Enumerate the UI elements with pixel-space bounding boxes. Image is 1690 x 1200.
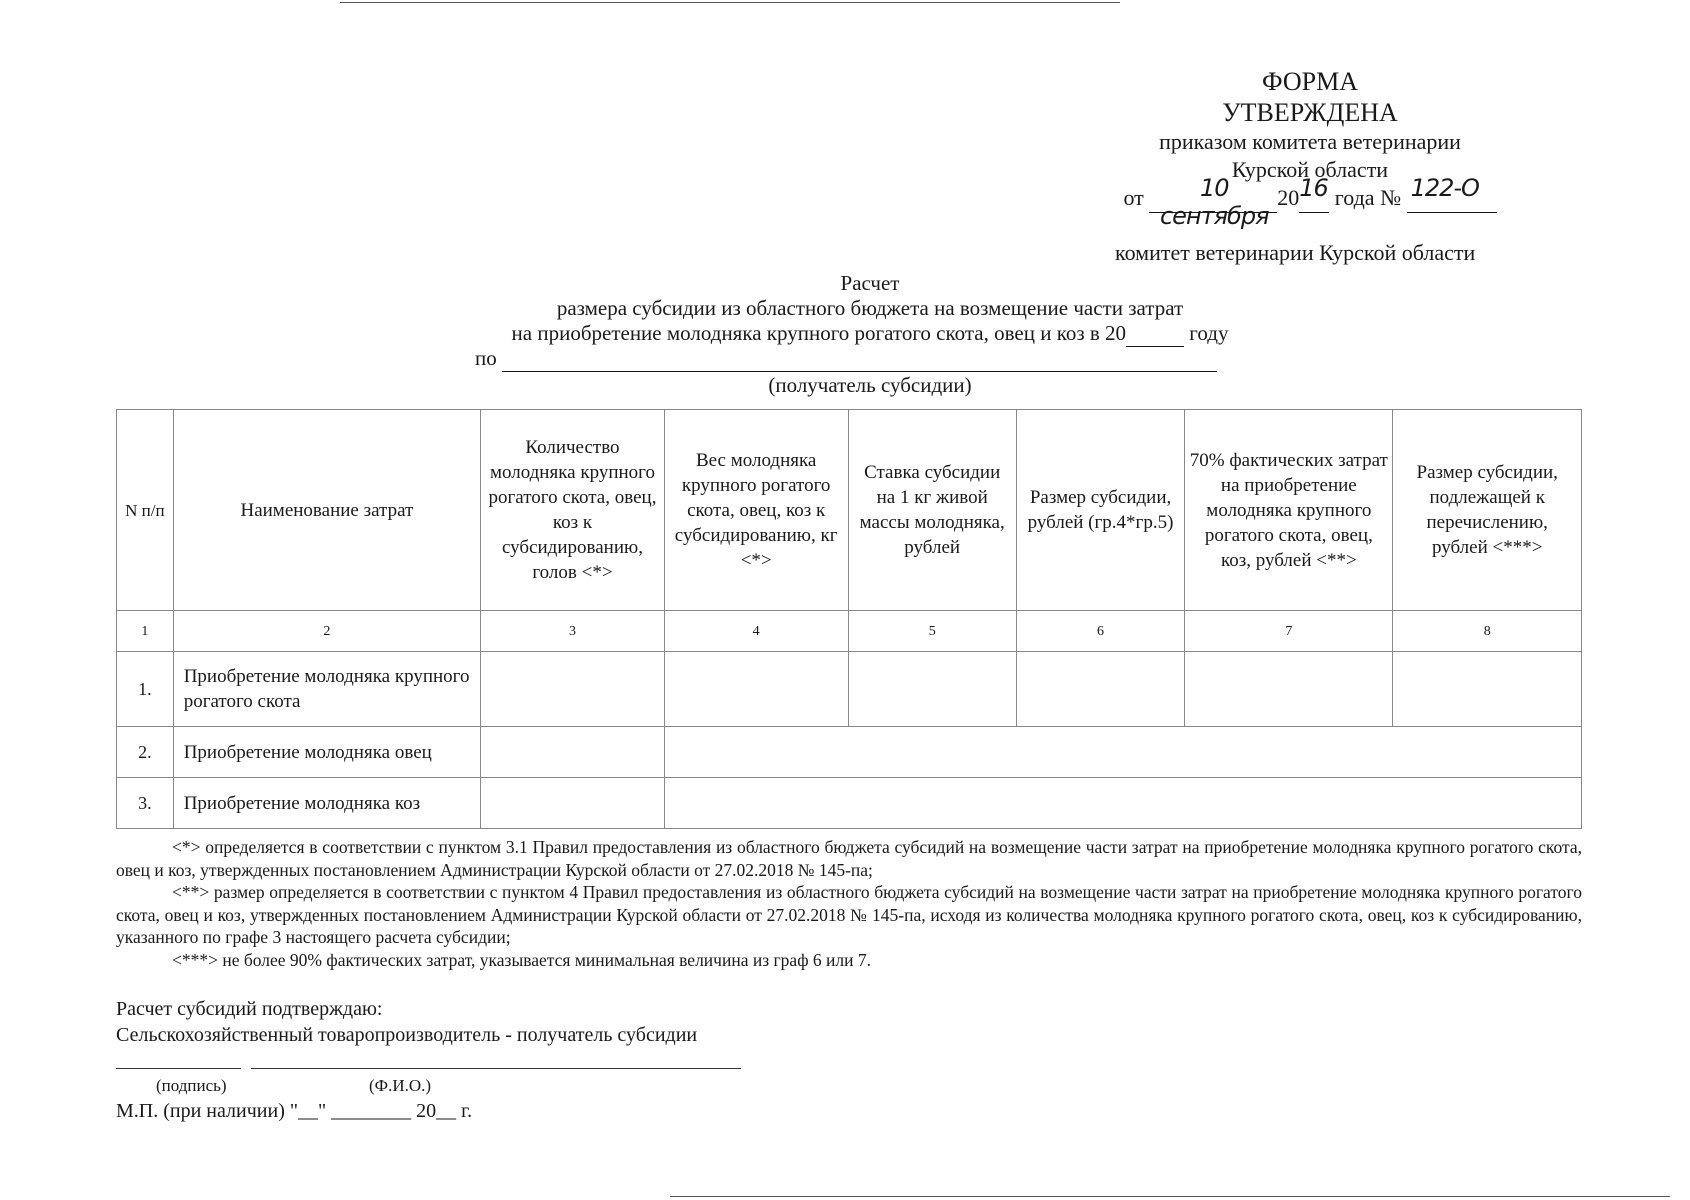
row-name: Приобретение молодняка коз <box>173 778 480 829</box>
confirm-line-2: Сельскохозяйственный товаропроизводитель - получатель субсидии <box>116 1024 698 1046</box>
row-index: 2. <box>117 727 174 778</box>
approval-block <box>1100 66 1520 230</box>
signature-underline <box>116 1068 241 1069</box>
recipient-blank <box>502 346 1217 372</box>
year-blank <box>1126 320 1184 347</box>
year-suffix: года № <box>1334 185 1402 210</box>
footnote-2: <**> размер определяется в соответствии с пунктом 4 Правил предоставления из областного бюджета субсидий на возмещение части затрат на приобретение молодняка крупного рогатого скота, овец и коз, утвержденных постановлением Администрации Курской области от 27.02.2018 № 145-па, исходя из количества молодняка крупного рогатого скота, овец, коз к субсидированию, указанного по графе 3 настоящего расчета субсидии; <box>116 882 1582 947</box>
cell-empty <box>848 652 1016 727</box>
cell-empty <box>664 727 1581 778</box>
header-col-3: Количество молодняка крупного рогатого скота, овец, коз к субсидированию, голов <*> <box>481 410 665 611</box>
approval-date-line <box>1100 174 1520 230</box>
recipient-caption: (получатель субсидии) <box>768 373 972 397</box>
handwritten-date: 10 сентября <box>1149 184 1277 213</box>
col-number: 8 <box>1393 611 1582 652</box>
col-number: 6 <box>1016 611 1184 652</box>
footnotes <box>116 836 1582 971</box>
confirm-line-1: Расчет субсидий подтверждаю: <box>116 998 383 1020</box>
cell-empty <box>481 652 665 727</box>
row-name: Приобретение молодняка крупного рогатого скота <box>173 652 480 727</box>
table-row <box>117 778 1582 829</box>
approval-region-line: Курской области <box>1231 157 1389 182</box>
year-prefix: 20 <box>1277 185 1300 210</box>
date-prefix: от <box>1123 185 1144 210</box>
header-col-6: Размер субсидии, рублей (гр.4*гр.5) <box>1016 410 1184 611</box>
header-col-8: Размер субсидии, подлежащей к перечислению, рублей <***> <box>1393 410 1582 611</box>
cell-empty <box>664 778 1581 829</box>
title-calc: Расчет <box>840 271 900 295</box>
header-col-2: Наименование затрат <box>173 410 480 611</box>
stamp-date-line: М.П. (при наличии) "__" ________ 20__ г. <box>116 1100 473 1122</box>
header-col-4: Вес молодняка крупного рогатого скота, овец, коз к субсидированию, кг <*> <box>664 410 848 611</box>
col-number: 3 <box>481 611 665 652</box>
col-number: 4 <box>664 611 848 652</box>
col-number: 7 <box>1185 611 1393 652</box>
col-number: 1 <box>117 611 174 652</box>
approval-approved-label: УТВЕРЖДЕНА <box>1222 98 1398 127</box>
col-number: 5 <box>848 611 1016 652</box>
handwritten-number: 122-О <box>1407 184 1497 213</box>
cell-empty <box>664 652 848 727</box>
footnote-1: <*> определяется в соответствии с пунктом 3.1 Правил предоставления из областного бюджета субсидий на возмещение части затрат на приобретение молодняка крупного рогатого скота, овец и коз, утвержденных постановлением Администрации Курской области от 27.02.2018 № 145-па; <box>116 837 1582 880</box>
row-index: 3. <box>117 778 174 829</box>
cell-empty <box>481 727 665 778</box>
table-row <box>117 652 1582 727</box>
signature-caption: (подпись) <box>156 1076 227 1095</box>
table-row <box>117 727 1582 778</box>
cell-empty <box>1185 652 1393 727</box>
confirmation-block <box>116 996 697 1048</box>
header-col-7: 70% фактических затрат на приобретение молодняка крупного рогатого скота, овец, коз, рублей <**> <box>1185 410 1393 611</box>
title-line3: на приобретение молодняка крупного рогатого скота, овец и коз в 20 году <box>511 321 1229 345</box>
header-col-5: Ставка субсидии на 1 кг живой массы молодняка, рублей <box>848 410 1016 611</box>
cell-empty <box>481 778 665 829</box>
fio-underline <box>251 1068 741 1069</box>
approval-form-label: ФОРМА <box>1262 67 1358 96</box>
footnote-3: <***> не более 90% фактических затрат, указывается минимальная величина из граф 6 или 7. <box>172 949 871 970</box>
handwritten-year: 16 <box>1299 184 1329 213</box>
cell-empty <box>1016 652 1184 727</box>
subsidy-table <box>116 409 1582 829</box>
scan-edge-bottom <box>670 1196 1670 1197</box>
row-index: 1. <box>117 652 174 727</box>
table-number-row <box>117 611 1582 652</box>
scan-edge-top <box>340 2 1120 3</box>
committee-name: комитет ветеринарии Курской области <box>1115 240 1476 265</box>
header-col-1: N п/п <box>117 410 174 611</box>
table-header-row <box>117 410 1582 611</box>
recipient-line: по <box>475 346 1217 372</box>
col-number: 2 <box>173 611 480 652</box>
fio-caption: (Ф.И.О.) <box>369 1076 432 1095</box>
title-line2: размера субсидии из областного бюджета на возмещение части затрат <box>556 296 1184 320</box>
cell-empty <box>1393 652 1582 727</box>
approval-order-line: приказом комитета ветеринарии <box>1159 129 1461 154</box>
row-name: Приобретение молодняка овец <box>173 727 480 778</box>
